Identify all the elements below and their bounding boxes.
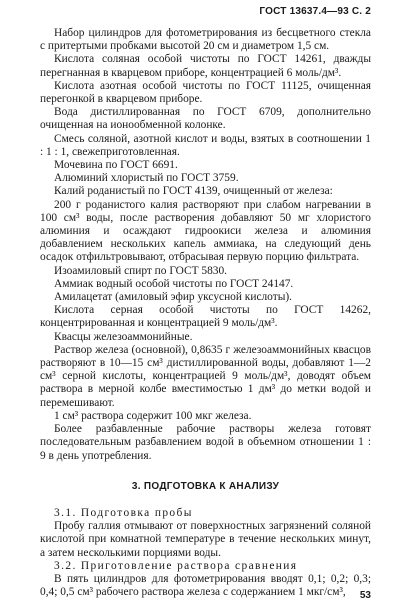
paragraph: Аммиак водный особой чистоты по ГОСТ 24147. — [54, 277, 294, 290]
paragraph: Набор цилиндров для фотометрирования из бесцветного стекла с притертыми пробками высотой 20 см и диаметром 1,5 см. — [40, 27, 371, 53]
paragraph: Смесь соляной, азотной кислот и воды, взятых в соотношении 1 : 1 : 1, свежеприготовленная. — [40, 132, 371, 158]
paragraph: 1 см³ раствора содержит 100 мкг железа. — [54, 409, 252, 422]
paragraph: 200 г роданистого калия растворяют при слабом нагревании в 100 см³ воды, после растворения добавляют 50 мг хлористого алюминия и осаждают гидроокиси железа и алюминия добавлением нескольких капель аммиака, на следующий день осадок отфильтровывают, отбрасывая первую порцию фильтрата. — [40, 198, 371, 264]
paragraph: Пробу галлия отмывают от поверхностных загрязнений соляной кислотой при комнатной температуре в течение нескольких минут, а затем несколькими порциями воды. — [40, 520, 371, 559]
document-body — [40, 27, 371, 599]
paragraph: Вода дистиллированная по ГОСТ 6709, дополнительно очищенная на ионообменной колонке. — [40, 106, 371, 132]
section-heading: 3. ПОДГОТОВКА К АНАЛИЗУ — [131, 480, 280, 492]
paragraph: Калий роданистый по ГОСТ 4139, очищенный от железа: — [54, 185, 333, 198]
paragraph: Кислота соляная особой чистоты по ГОСТ 14261, дважды перегнанная в кварцевом приборе, концентрацией 6 моль/дм³. — [40, 53, 371, 79]
subsection-heading: 3.2. Приготовление раствора сравнения — [54, 559, 298, 572]
paragraph: Амилацетат (амиловый эфир уксусной кислоты). — [54, 291, 292, 304]
paragraph: В пять цилиндров для фотометрирования вводят 0,1; 0,2; 0,3; 0,4; 0,5 см³ рабочего раствора железа с содержанием 1 мкг/см³, — [40, 572, 371, 599]
paragraph: Квасцы железоаммонийные. — [54, 330, 193, 343]
paragraph: Кислота серная особой чистоты по ГОСТ 14262, концентрированная и концентрацией 9 моль/дм³. — [40, 304, 371, 330]
page-number: 53 — [359, 590, 371, 601]
paragraph: Раствор железа (основной), 0,8635 г железоаммонийных квасцов растворяют в 10—15 см³ дистиллированной воды, добавляют 1—2 см³ серной кислоты, концентрацией 9 моль/дм³, доводят объем раствора в мерной колбе вместимостью 1 дм³ до метки водой и перемешивают. — [40, 343, 371, 409]
paragraph: Алюминий хлористый по ГОСТ 3759. — [54, 172, 239, 185]
paragraph: Кислота азотная особой чистоты по ГОСТ 11125, очищенная перегонкой в кварцевом приборе. — [40, 79, 371, 106]
running-header: ГОСТ 13637.4—93 С. 2 — [259, 6, 371, 17]
paragraph: Изоамиловый спирт по ГОСТ 5830. — [54, 264, 228, 277]
subsection-heading: 3.1. Подготовка пробы — [54, 506, 193, 519]
paragraph: Мочевина по ГОСТ 6691. — [54, 159, 178, 172]
paragraph: Более разбавленные рабочие растворы железа готовят последовательным разбавлением водой в объемном отношении 1 : 9 в день употребления. — [40, 423, 371, 462]
